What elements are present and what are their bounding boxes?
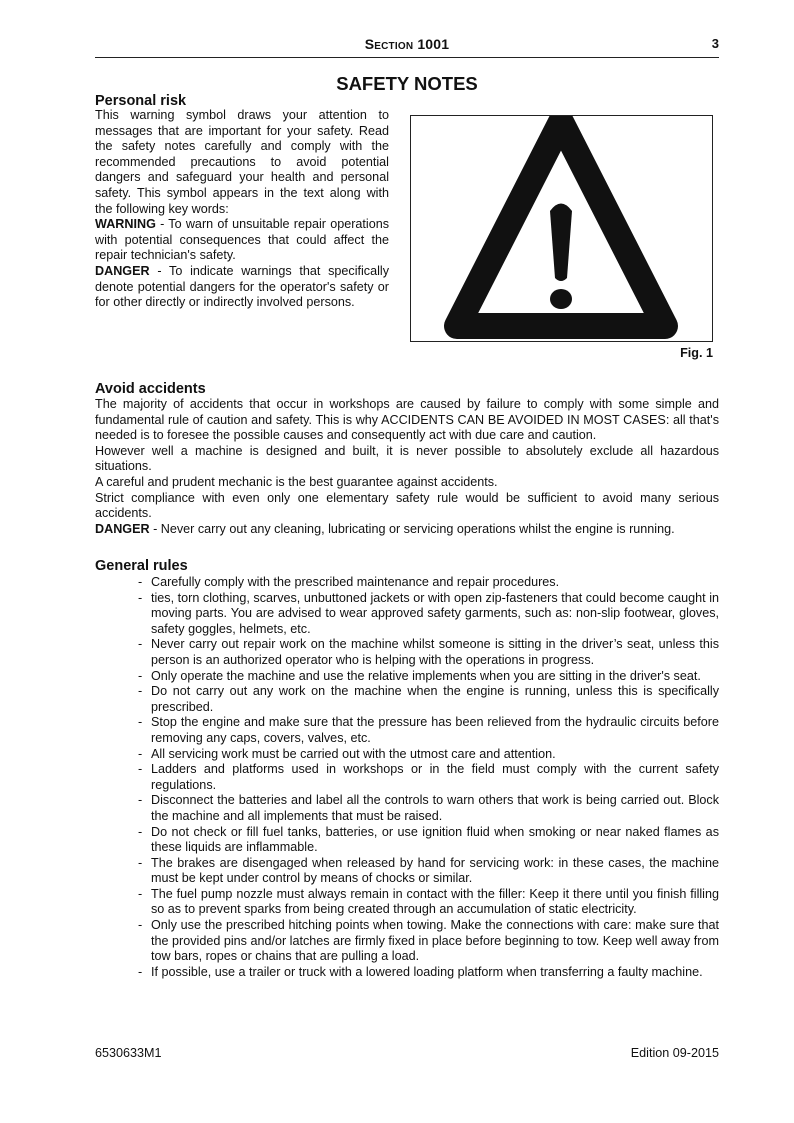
list-item: - Only use the prescribed hitching points when towing. Make the connections with care: make sure that the provided pins and/or latches are firmly fixed in place before beginning to tow. Keep well away from tow bars, ropes or chains that are pulling a load. bbox=[138, 918, 719, 964]
danger-note bbox=[95, 264, 389, 311]
list-bullet: - bbox=[138, 824, 143, 839]
list-bullet: - bbox=[138, 855, 143, 870]
header-rule bbox=[95, 57, 719, 58]
list-bullet: - bbox=[138, 918, 143, 933]
list-bullet: - bbox=[138, 637, 143, 652]
list-bullet: - bbox=[138, 684, 143, 699]
list-item: - If possible, use a trailer or truck with a lowered loading platform when transferring a faulty machine. bbox=[138, 964, 703, 979]
page-title: SAFETY NOTES bbox=[336, 73, 478, 94]
figure-caption: Fig. 1 bbox=[680, 346, 713, 360]
avoid-danger-label: DANGER bbox=[95, 521, 150, 536]
list-bullet: - bbox=[138, 746, 143, 761]
list-bullet: - bbox=[138, 762, 143, 777]
warning-text: - To warn of unsuitable repair operations with potential consequences that could affect the repair technician's safety. bbox=[95, 217, 389, 263]
list-item: - Disconnect the batteries and label all the controls to warn others that work is being carried out. Block the machine and all implements that must be raised. bbox=[138, 793, 719, 823]
list-item: - Never carry out repair work on the machine whilst someone is sitting in the driver’s seat, unless this person is an authorized operator who is helping with the operations in progress. bbox=[138, 637, 719, 667]
section-title: Section 1001 bbox=[364, 36, 450, 52]
personal-risk-intro: This warning symbol draws your attention to messages that are important for your safety. Read the safety notes carefully and comply with the recommended precautions to avoid potential dangers and safeguard your health and personal safety. This symbol appears in the text along with the following key words: bbox=[95, 108, 389, 216]
avoid-danger-text: - Never carry out any cleaning, lubricating or servicing operations whilst the engine is running. bbox=[149, 521, 675, 536]
personal-risk-text bbox=[95, 108, 389, 311]
heading-avoid-accidents: Avoid accidents bbox=[95, 381, 206, 397]
avoid-paragraph-4: Strict compliance with even only one elementary safety rule would be sufficient to avoid many serious accidents. bbox=[95, 490, 719, 521]
danger-text: - To indicate warnings that specifically denote potential dangers for the operator's safety or for other directly or indirectly involved persons. bbox=[95, 263, 389, 310]
avoid-danger-note bbox=[95, 522, 719, 538]
page-header bbox=[95, 36, 719, 58]
warning-triangle-icon bbox=[411, 116, 712, 341]
document-code: 6530633M1 bbox=[95, 1046, 162, 1060]
list-item: - All servicing work must be carried out with the utmost care and attention. bbox=[138, 746, 556, 761]
list-item: - The fuel pump nozzle must always remain in contact with the filler: Keep it there until you finish filling so as to prevent sparks from being created through an accumulation of static electricity. bbox=[138, 886, 719, 917]
list-item: - Do not check or fill fuel tanks, batteries, or use ignition fluid when smoking or near naked flames as these liquids are inflammable. bbox=[138, 824, 719, 855]
list-item: - Only operate the machine and use the relative implements when you are sitting in the driver's seat. bbox=[138, 668, 701, 683]
list-bullet: - bbox=[138, 575, 143, 589]
warning-label: WARNING bbox=[95, 217, 156, 232]
list-item: - Stop the engine and make sure that the pressure has been relieved from the hydraulic circuits before removing any caps, covers, valves, etc. bbox=[138, 715, 719, 745]
avoid-accidents-text bbox=[95, 397, 719, 537]
page-number: 3 bbox=[711, 36, 719, 51]
list-bullet: - bbox=[138, 668, 143, 683]
warning-note bbox=[95, 217, 389, 264]
heading-personal-risk: Personal risk bbox=[95, 93, 187, 109]
list-bullet: - bbox=[138, 590, 143, 605]
list-item: - Ladders and platforms used in workshops or in the field must comply with the current safety regulations. bbox=[138, 762, 719, 792]
list-item: - Do not carry out any work on the machine when the engine is running, unless this is specifically prescribed. bbox=[138, 684, 719, 714]
list-bullet: - bbox=[138, 715, 143, 730]
general-rules-list bbox=[138, 575, 719, 980]
list-item: - The brakes are disengaged when released by hand for servicing work: in these cases, the machine must be kept under control by means of chocks or similar. bbox=[138, 855, 719, 886]
list-bullet: - bbox=[138, 964, 143, 979]
avoid-paragraph-3: A careful and prudent mechanic is the best guarantee against accidents. bbox=[95, 474, 498, 489]
avoid-paragraph-2: However well a machine is designed and built, it is never possible to absolutely exclude all hazardous situations. bbox=[95, 443, 719, 474]
list-bullet: - bbox=[138, 793, 143, 808]
list-bullet: - bbox=[138, 886, 143, 901]
figure-1 bbox=[410, 115, 713, 342]
avoid-paragraph-1: The majority of accidents that occur in workshops are caused by failure to comply with some simple and fundamental rule of caution and safety. This is why ACCIDENTS CAN BE AVOIDED IN MOST CASES: all that's needed is to foresee the possible causes and consequently act with due care and caution. bbox=[95, 397, 719, 443]
heading-general-rules: General rules bbox=[95, 558, 188, 574]
list-item: - ties, torn clothing, scarves, unbuttoned jackets or with open zip-fasteners that could become caught in moving parts. You are advised to wear approved safety garments, such as: non-slip footwear, gloves, safety goggles, helmets, etc. bbox=[138, 590, 719, 636]
list-item: - Carefully comply with the prescribed maintenance and repair procedures. bbox=[138, 575, 560, 589]
edition-label: Edition 09-2015 bbox=[630, 1046, 719, 1060]
danger-label: DANGER bbox=[95, 263, 150, 278]
